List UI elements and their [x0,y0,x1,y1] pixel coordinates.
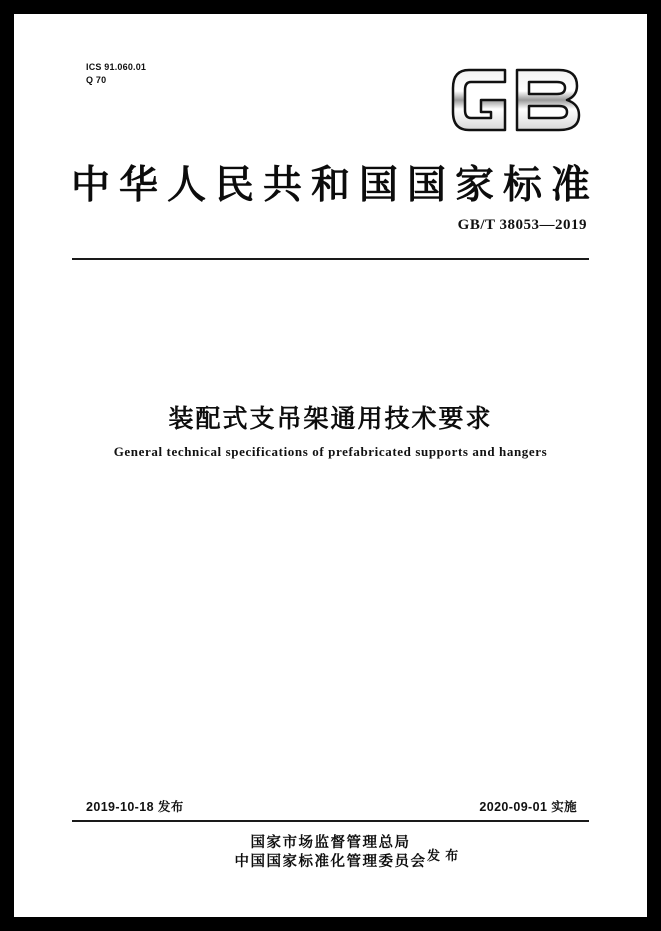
document-title-english: General technical specifications of prefabricated supports and hangers [113,444,548,459]
issuer-line-1: 国家市场监督管理总局 [250,835,411,851]
gb-logo-icon [447,62,587,138]
issue-date: 2019-10-18 发布 [86,800,184,814]
issuing-authority [14,834,647,872]
ics-code: ICS 91.060.01 [86,62,147,72]
document-page [14,14,647,917]
ics-classification [86,61,146,87]
national-standard-heading: 中华人民共和国国家标准 [70,164,599,207]
effective-date: 2020-09-01 实施 [479,800,577,814]
issuer-line-2: 中国国家标准化管理委员会 [234,854,427,870]
document-title-chinese: 装配式支吊架通用技术要求 [168,406,493,433]
header-divider [72,258,589,260]
publish-label: 发 布 [427,848,460,863]
ccs-code: Q 70 [86,75,107,85]
footer-divider [72,820,589,822]
standard-number: GB/T 38053—2019 [457,217,587,233]
